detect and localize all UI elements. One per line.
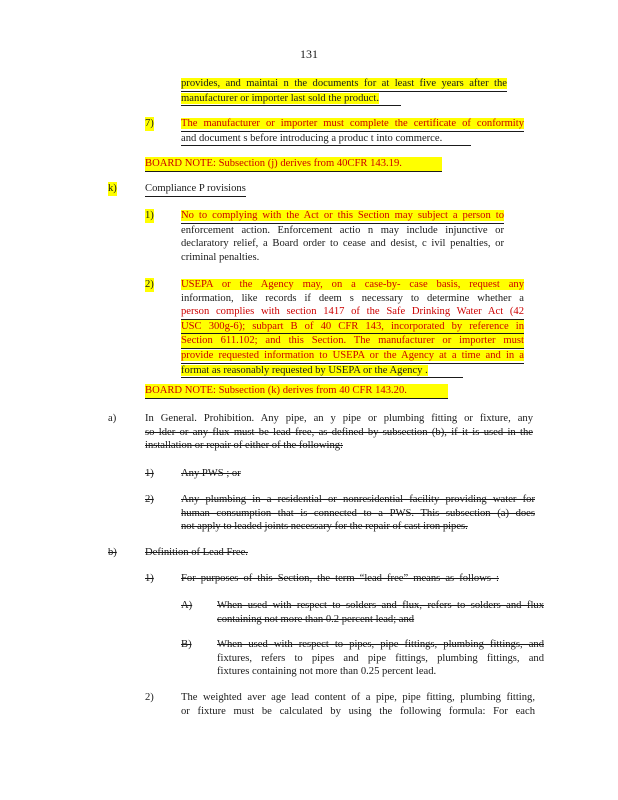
page-number: 131 [300,47,318,61]
subsection-label: b) [108,547,117,558]
text-line: BOARD NOTE: Subsection (k) derives from 40 CFR 143.20. [145,385,407,396]
item-b1-text: For purposes of this Section, the term “lead free” means as follows : [181,573,499,584]
text-line: BOARD NOTE: Subsection (j) derives from 40CFR 143.19. [145,158,402,169]
text-run: provide requested information to USEPA or the Agency at a time and in a [181,349,524,361]
item-bB-paragraph [217,638,544,679]
text-line [181,305,524,320]
text-run: format as reasonably requested by USEPA or the Agency . [181,364,428,376]
text-line [181,92,401,107]
text-line: fixtures containing not more than 0.25 percent lead. [217,666,437,678]
item-a2-paragraph [181,493,535,534]
text-line: fixtures, refers to pipes and pipe fittings, plumbing fittings, and [217,652,544,664]
subsection-label: a) [108,413,117,424]
subsection-label: k) [108,183,117,194]
text-line: When used with respect to solders and flux, refers to solders and flux [217,600,544,611]
text-line: not apply to leaded joints necessary for the repair of cast iron pipes. [181,521,468,533]
text-line: or fixture must be calculated by using the following formula: For each [181,705,535,717]
board-note [145,157,442,172]
text-run: person complies with section 1417 of the Safe Drinking Water Act (42 [181,306,524,318]
text-line: information, like records if deem s necessary to determine whether a [181,292,524,304]
text-line: human consumption that is connected to a PWS. This subsection (a) does [181,507,535,519]
text-line: declaratory relief, a Board order to cease and desist, c ivil penalties, or [181,238,504,250]
item-a1-text: Any PWS ; or [181,468,241,479]
text-line: When used with respect to pipes, pipe fittings, plumbing fittings, and [217,639,544,650]
continued-paragraph [181,77,507,106]
text-line: Section 611.102; and this Section. The manufacturer or importer must [181,334,524,349]
item-7-paragraph [181,117,524,146]
text-line: so lder or any flux must be lead free, as defined by subsection (b), if it is used in the [145,426,533,438]
text-run: The manufacturer or importer must complete the certificate of conformity [181,118,524,129]
subsection-a-paragraph [145,412,533,453]
text-run: manufacturer or importer last sold the product. [181,92,379,104]
item-bA-paragraph [217,599,544,626]
text-line: installation or repair of either of the following: [145,440,343,452]
item-b2-paragraph [181,691,535,718]
subsection-title: Definition of Lead Free. [145,547,248,558]
text-line [181,209,504,224]
item-label: 1) [145,573,154,584]
board-note [145,384,448,399]
text-line [181,77,507,92]
item-label: A) [181,600,193,611]
item-label: 7) [145,118,154,129]
item-k2-paragraph [181,278,524,378]
text-run: and document s before introducing a produc t into commerce. [181,132,443,144]
text-line: USC 300g-6); subpart B of 40 CFR 143, incorporated by reference in [181,320,524,335]
text-line: enforcement action. Enforcement actio n may include injunctive or [181,224,504,236]
text-run: USEPA or the Agency may, on a case-by- case basis, request any [181,279,524,290]
text-line [181,278,524,292]
item-label: 2) [145,692,154,703]
item-label: 1) [145,468,154,479]
item-k1-paragraph [181,209,504,264]
text-line: The weighted aver age lead content of a pipe, pipe fitting, plumbing fitting, [181,692,535,703]
text-line: Any plumbing in a residential or nonresidential facility providing water for [181,494,535,505]
text-run: No to complying with the Act or this Section may subject a person to [181,210,504,221]
item-label: 2) [145,279,154,290]
text-line: criminal penalties. [181,251,260,263]
text-line [181,117,524,132]
subsection-title: Compliance P rovisions [145,182,246,197]
text-run: provides, and maintai n the documents for at least five years after the [181,78,507,89]
text-line: In General. Prohibition. Any pipe, an y pipe or plumbing fitting or fixture, any [145,413,533,424]
text-line: containing not more than 0.2 percent lead; and [217,613,415,625]
item-label: B) [181,639,192,650]
item-label: 1) [145,210,154,221]
text-line [181,132,471,147]
text-line [181,349,524,364]
text-line [181,364,463,379]
item-label: 2) [145,494,154,505]
